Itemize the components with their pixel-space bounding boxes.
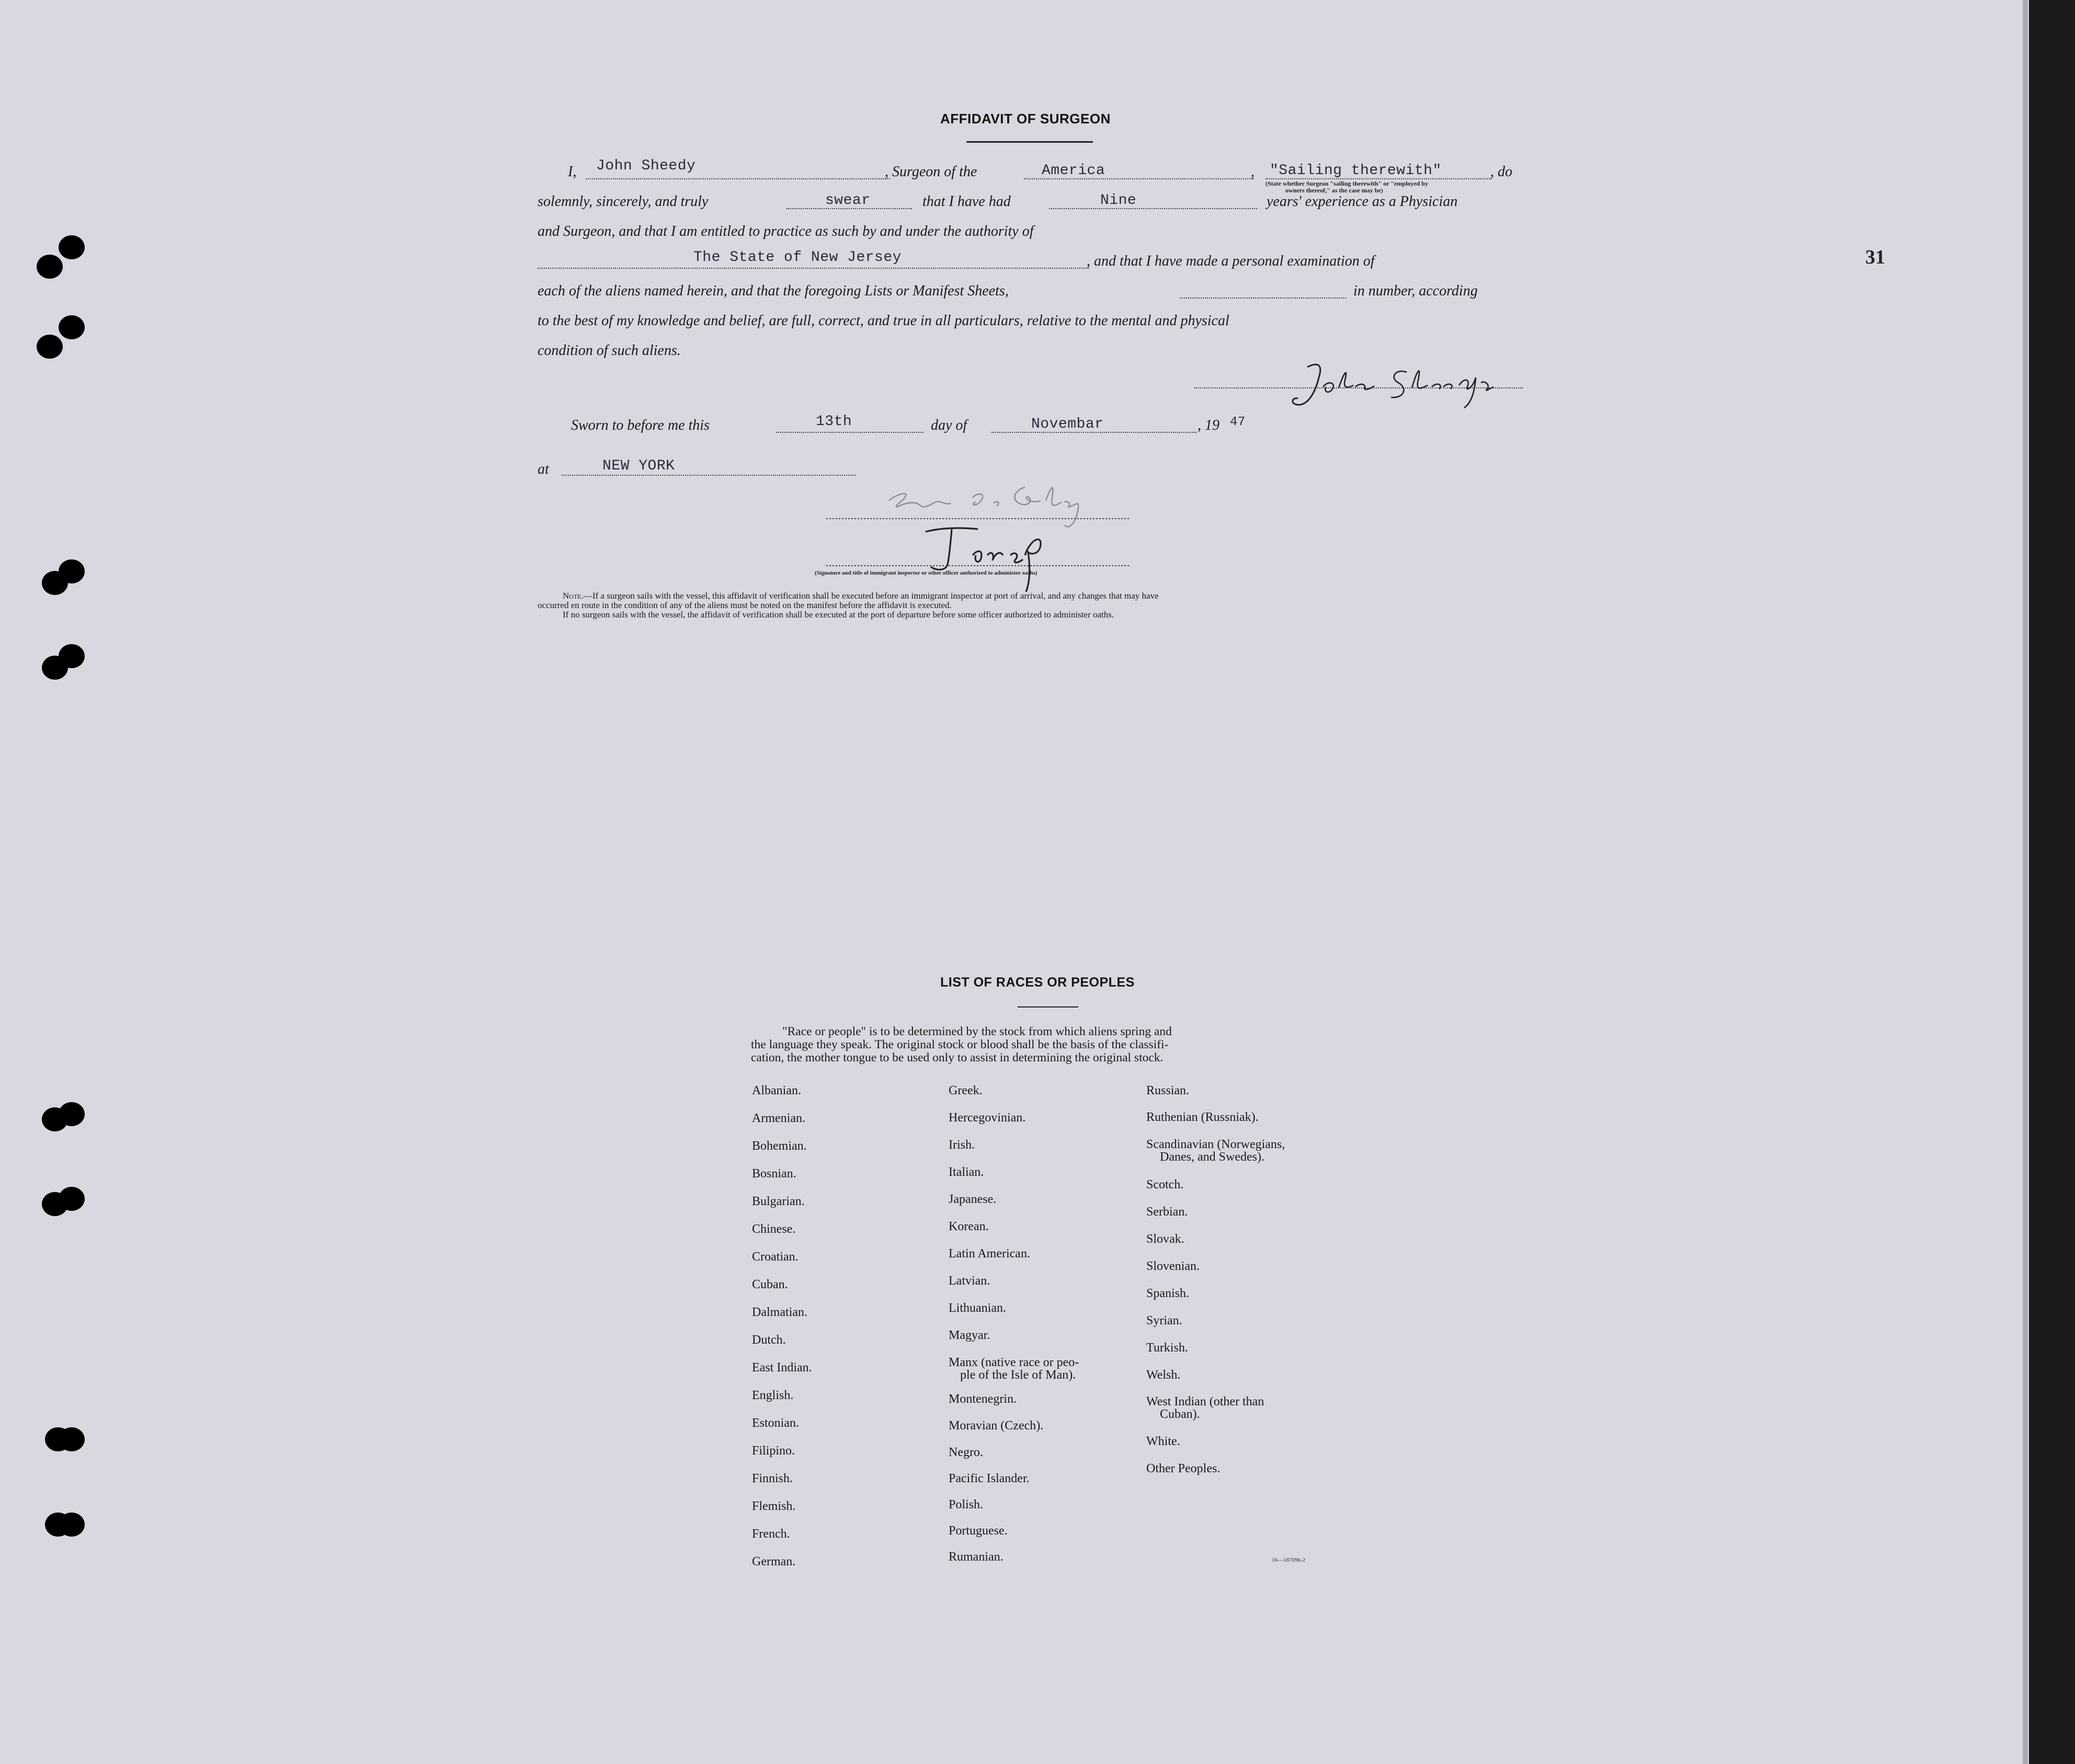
race-entry: Estonian. bbox=[752, 1416, 799, 1430]
race-entry: Other Peoples. bbox=[1146, 1462, 1221, 1475]
line1-prefix: I, bbox=[568, 164, 577, 180]
race-entry: Korean. bbox=[949, 1220, 989, 1233]
sworn-day: 13th bbox=[816, 414, 852, 430]
line2-middle: that I have had bbox=[922, 193, 1011, 210]
years-experience: Nine bbox=[1100, 192, 1137, 209]
years-field-line bbox=[1049, 208, 1257, 209]
surgeon-status: "Sailing therewith" bbox=[1270, 163, 1442, 179]
race-entry: Scandinavian (Norwegians, bbox=[1146, 1138, 1285, 1151]
race-entry: Cuban). bbox=[1160, 1407, 1200, 1421]
race-entry: East Indian. bbox=[752, 1361, 812, 1374]
race-entry: Lithuanian. bbox=[949, 1301, 1006, 1315]
race-entry: Armenian. bbox=[752, 1112, 805, 1125]
races-title: LIST OF RACES OR PEOPLES bbox=[940, 975, 1135, 990]
sheets-count-line bbox=[1180, 297, 1346, 299]
oath-word: swear bbox=[825, 192, 871, 209]
race-entry: Syrian. bbox=[1146, 1314, 1182, 1327]
race-entry: Filipino. bbox=[752, 1444, 795, 1458]
note-line-2: occurred en route in the condition of any of the aliens must be noted on the manifest before the affidavit is executed. bbox=[538, 600, 952, 610]
race-entry: French. bbox=[752, 1527, 790, 1541]
race-entry: Italian. bbox=[949, 1165, 984, 1179]
sworn-month: Novembar bbox=[1031, 416, 1104, 432]
line1-surgeon-of: , Surgeon of the bbox=[885, 164, 977, 180]
note-text-1: —If a surgeon sails with the vessel, this affidavit of verification shall be executed before an immigrant inspector at port of arrival, and any changes that may have bbox=[583, 591, 1159, 601]
race-entry: White. bbox=[1146, 1435, 1180, 1448]
race-entry: Montenegrin. bbox=[949, 1392, 1017, 1406]
note-line-1 bbox=[563, 591, 1159, 601]
race-entry: English. bbox=[752, 1389, 794, 1402]
punch-hole bbox=[59, 235, 85, 259]
affidavit-title: AFFIDAVIT OF SURGEON bbox=[940, 111, 1111, 127]
race-entry: Slovak. bbox=[1146, 1232, 1184, 1246]
line1-suffix: , do bbox=[1490, 164, 1512, 180]
race-entry: Rumanian. bbox=[949, 1550, 1004, 1564]
page-number: 31 bbox=[1865, 246, 1885, 268]
race-entry: Finnish. bbox=[752, 1472, 793, 1485]
race-entry: Welsh. bbox=[1146, 1368, 1181, 1382]
page-edge bbox=[2023, 0, 2028, 1764]
day-field-line bbox=[776, 432, 924, 433]
status-note-1: (State whether Surgeon "sailing therewith" or "employed by bbox=[1265, 180, 1428, 187]
race-entry: Latin American. bbox=[949, 1247, 1030, 1261]
punch-hole bbox=[42, 571, 68, 595]
race-entry: Danes, and Swedes). bbox=[1160, 1150, 1264, 1164]
surgeon-name: John Sheedy bbox=[596, 158, 696, 174]
race-entry: Hercegovinian. bbox=[949, 1111, 1026, 1125]
race-entry: Turkish. bbox=[1146, 1341, 1188, 1355]
vessel-name: America bbox=[1042, 163, 1105, 179]
surgeon-signature bbox=[1286, 357, 1522, 414]
punch-hole bbox=[45, 1513, 71, 1537]
line5-prefix: each of the aliens named herein, and that the foregoing Lists or Manifest Sheets, bbox=[538, 283, 1009, 299]
race-entry: Latvian. bbox=[949, 1274, 990, 1288]
race-entry: Portuguese. bbox=[949, 1524, 1008, 1538]
race-entry: Cuban. bbox=[752, 1278, 788, 1291]
line3-text: and Surgeon, and that I am entitled to practice as such by and under the authority of bbox=[538, 223, 1034, 239]
line4-suffix: , and that I have made a personal examination of bbox=[1087, 253, 1375, 269]
race-entry: West Indian (other than bbox=[1146, 1395, 1264, 1408]
authority-field-line bbox=[538, 268, 1089, 269]
line2-suffix: years' experience as a Physician bbox=[1267, 193, 1458, 210]
at-label: at bbox=[538, 461, 549, 477]
name-field-line bbox=[586, 178, 890, 179]
race-entry: Bulgarian. bbox=[752, 1195, 805, 1208]
sworn-year: 47 bbox=[1230, 415, 1246, 429]
race-entry: Dutch. bbox=[752, 1333, 786, 1347]
race-entry: Serbian. bbox=[1146, 1205, 1188, 1219]
race-entry: Bosnian. bbox=[752, 1167, 796, 1181]
race-entry: Irish. bbox=[949, 1138, 975, 1152]
line6-text: to the best of my knowledge and belief, are full, correct, and true in all particulars, relative to the mental and physical bbox=[538, 313, 1229, 329]
licensing-authority: The State of New Jersey bbox=[693, 249, 902, 266]
race-entry: Scotch. bbox=[1146, 1178, 1184, 1192]
race-entry: German. bbox=[752, 1555, 796, 1568]
sworn-prefix: Sworn to before me this bbox=[571, 417, 710, 433]
race-entry: Albanian. bbox=[752, 1084, 801, 1097]
race-entry: Negro. bbox=[949, 1446, 983, 1459]
line1-comma: , bbox=[1251, 164, 1255, 180]
race-entry: Pacific Islander. bbox=[949, 1472, 1030, 1485]
race-entry: Bohemian. bbox=[752, 1139, 807, 1153]
form-code: 16—18709b-2 bbox=[1272, 1557, 1306, 1563]
race-entry: Japanese. bbox=[949, 1193, 997, 1206]
punch-hole bbox=[45, 1427, 71, 1451]
punch-hole bbox=[42, 656, 68, 680]
races-intro-3: cation, the mother tongue to be used only to assist in determining the original stock. bbox=[751, 1051, 1164, 1064]
place-field-line bbox=[562, 475, 856, 476]
sworn-place: NEW YORK bbox=[602, 458, 675, 474]
punch-hole bbox=[42, 1192, 68, 1216]
line7-text: condition of such aliens. bbox=[538, 342, 681, 359]
race-entry: Spanish. bbox=[1146, 1287, 1190, 1300]
race-entry: Greek. bbox=[949, 1084, 983, 1097]
sworn-day-of: day of bbox=[931, 417, 967, 433]
race-entry: ple of the Isle of Man). bbox=[960, 1368, 1076, 1382]
note-line-3: If no surgeon sails with the vessel, the affidavit of verification shall be executed at the port of departure before some officer authorized to administer oaths. bbox=[563, 610, 1114, 620]
note-label: Note. bbox=[563, 591, 584, 601]
races-intro-2: the language they speak. The original stock or blood shall be the basis of the classifi- bbox=[751, 1038, 1169, 1051]
races-title-rule bbox=[1018, 1006, 1078, 1007]
race-entry: Magyar. bbox=[949, 1328, 990, 1342]
race-entry: Flemish. bbox=[752, 1499, 796, 1513]
race-entry: Chinese. bbox=[752, 1222, 796, 1236]
race-entry: Moravian (Czech). bbox=[949, 1419, 1044, 1433]
race-entry: Russian. bbox=[1146, 1084, 1190, 1097]
race-entry: Polish. bbox=[949, 1498, 984, 1511]
line2-prefix: solemnly, sincerely, and truly bbox=[538, 193, 709, 210]
race-entry: Croatian. bbox=[752, 1250, 799, 1264]
race-entry: Dalmatian. bbox=[752, 1305, 807, 1319]
punch-hole bbox=[42, 1107, 68, 1131]
affidavit-title-rule bbox=[966, 141, 1093, 143]
line5-suffix: in number, according bbox=[1353, 283, 1478, 299]
sworn-year-prefix: , 19 bbox=[1198, 417, 1219, 433]
races-intro-1: "Race or people" is to be determined by the stock from which aliens spring and bbox=[782, 1025, 1172, 1038]
inspector-signature-caption: (Signature and title of immigrant inspector or other officer authorized to administer oaths) bbox=[815, 570, 1038, 576]
race-entry: Slovenian. bbox=[1146, 1259, 1200, 1273]
punch-hole bbox=[37, 255, 63, 279]
race-entry: Ruthenian (Russniak). bbox=[1146, 1110, 1259, 1124]
status-note-2: owners thereof," as the case may be) bbox=[1285, 187, 1383, 194]
punch-hole bbox=[59, 315, 85, 339]
inspector-signature bbox=[858, 477, 1140, 597]
punch-hole bbox=[37, 335, 63, 359]
race-entry: Manx (native race or peo- bbox=[949, 1356, 1079, 1369]
